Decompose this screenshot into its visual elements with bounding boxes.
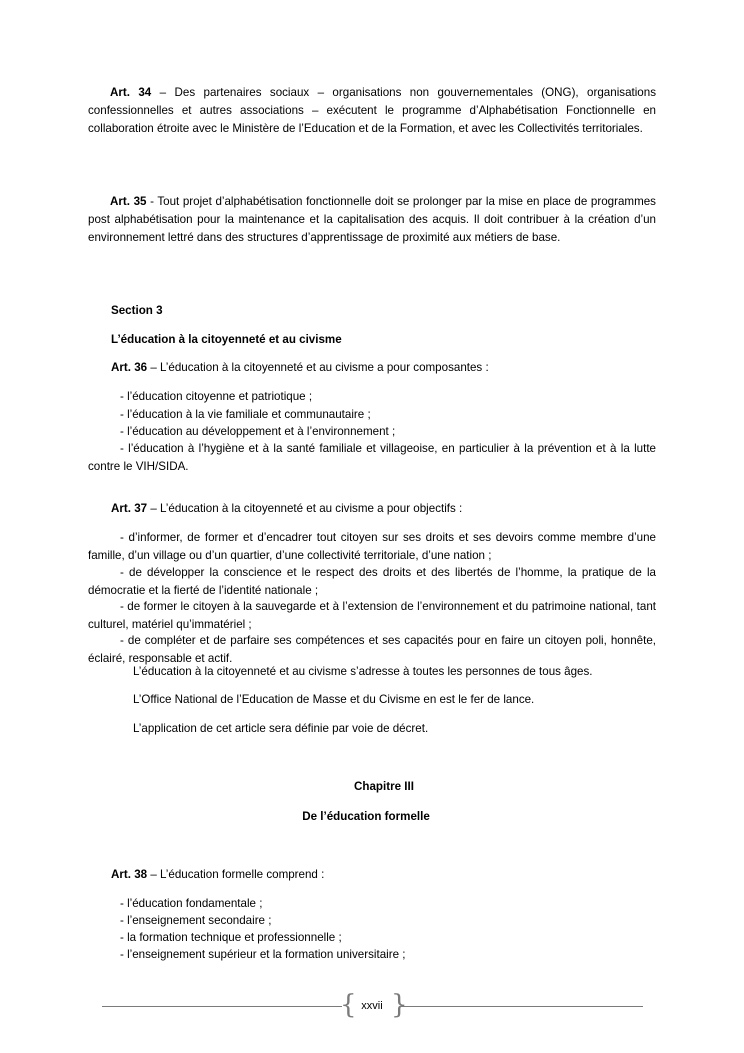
list-item: - l’éducation citoyenne et patriotique ; — [120, 390, 313, 403]
page-number: xxvii — [361, 1000, 383, 1012]
article-37-label: Art. 37 — [111, 502, 148, 515]
paragraph: L’application de cet article sera définie par voie de décret. — [133, 722, 429, 735]
article-36 — [111, 359, 679, 377]
right-brace-icon: } — [391, 990, 408, 1020]
paragraph: L’éducation à la citoyenneté et au civisme s’adresse à toutes les personnes de tous âges. — [133, 665, 593, 678]
article-38-label: Art. 38 — [111, 868, 148, 881]
chapter-title: De l’éducation formelle — [302, 810, 430, 823]
article-38 — [111, 866, 679, 884]
list-item: - la formation technique et professionnelle ; — [120, 931, 342, 944]
list-item: - l’éducation à la vie familiale et communautaire ; — [120, 408, 371, 421]
list-item: - l’éducation à l’hygiène et à la santé familiale et villageoise, en particulier à la prévention et à la lutte contre le VIH/SIDA. — [88, 442, 656, 473]
left-brace-icon: { — [340, 990, 357, 1020]
chapter-heading: Chapitre III — [354, 780, 414, 793]
list-item: - l’éducation fondamentale ; — [120, 897, 263, 910]
article-36-label: Art. 36 — [111, 361, 148, 374]
section-heading: Section 3 — [111, 304, 163, 317]
article-37 — [111, 500, 679, 518]
article-36-text: – L’éducation à la citoyenneté et au civisme a pour composantes : — [147, 361, 489, 374]
article-34 — [88, 84, 656, 138]
footer-rule-left — [102, 1006, 342, 1007]
article-38-text: – L’éducation formelle comprend : — [147, 868, 325, 881]
article-35-text: - Tout projet d’alphabétisation fonctionnelle doit se prolonger par la mise en place de programmes post alphabétisation pour la maintenance et la capitalisation des acquis. Il doit contribuer à la création d’un environnement lettré dans des structures d’apprentissage de proximité aux métiers de base. — [88, 195, 656, 244]
article-34-text: – Des partenaires sociaux – organisations non gouvernementales (ONG), organisations confessionnelles et autres associations – exécutent le programme d’Alphabétisation Fonctionnelle en collaboration étroite avec le Ministère de l’Education et de la Formation, et avec les Collectivités territoriales. — [88, 86, 657, 135]
list-item: - de compléter et de parfaire ses compétences et ses capacités pour en faire un citoyen poli, honnête, éclairé, responsable et actif. — [88, 634, 656, 665]
list-item: - de former le citoyen à la sauvegarde et à l’extension de l’environnement et du patrimoine national, tant culturel, matériel qu’immatériel ; — [88, 600, 656, 631]
list-item: - l’éducation au développement et à l’environnement ; — [120, 425, 396, 438]
list-item: - de développer la conscience et le respect des droits et des libertés de l’homme, la pratique de la démocratie et la fierté de l’identité nationale ; — [88, 566, 656, 597]
list-item: - l’enseignement supérieur et la formation universitaire ; — [120, 948, 406, 961]
footer-rule-right — [401, 1006, 643, 1007]
article-35-label: Art. 35 — [110, 195, 147, 208]
paragraph: L’Office National de l’Education de Masse et du Civisme en est le fer de lance. — [133, 693, 535, 706]
list-item: - l’enseignement secondaire ; — [120, 914, 272, 927]
section-title: L’éducation à la citoyenneté et au civisme — [111, 333, 342, 346]
list-item: - d’informer, de former et d’encadrer tout citoyen sur ses droits et ses devoirs comme membre d’une famille, d’un village ou d’un quartier, d’une collectivité territoriale, d’une nation ; — [88, 531, 656, 562]
article-37-text: – L’éducation à la citoyenneté et au civisme a pour objectifs : — [147, 502, 463, 515]
article-34-label: Art. 34 — [110, 86, 152, 99]
article-35 — [88, 193, 656, 247]
